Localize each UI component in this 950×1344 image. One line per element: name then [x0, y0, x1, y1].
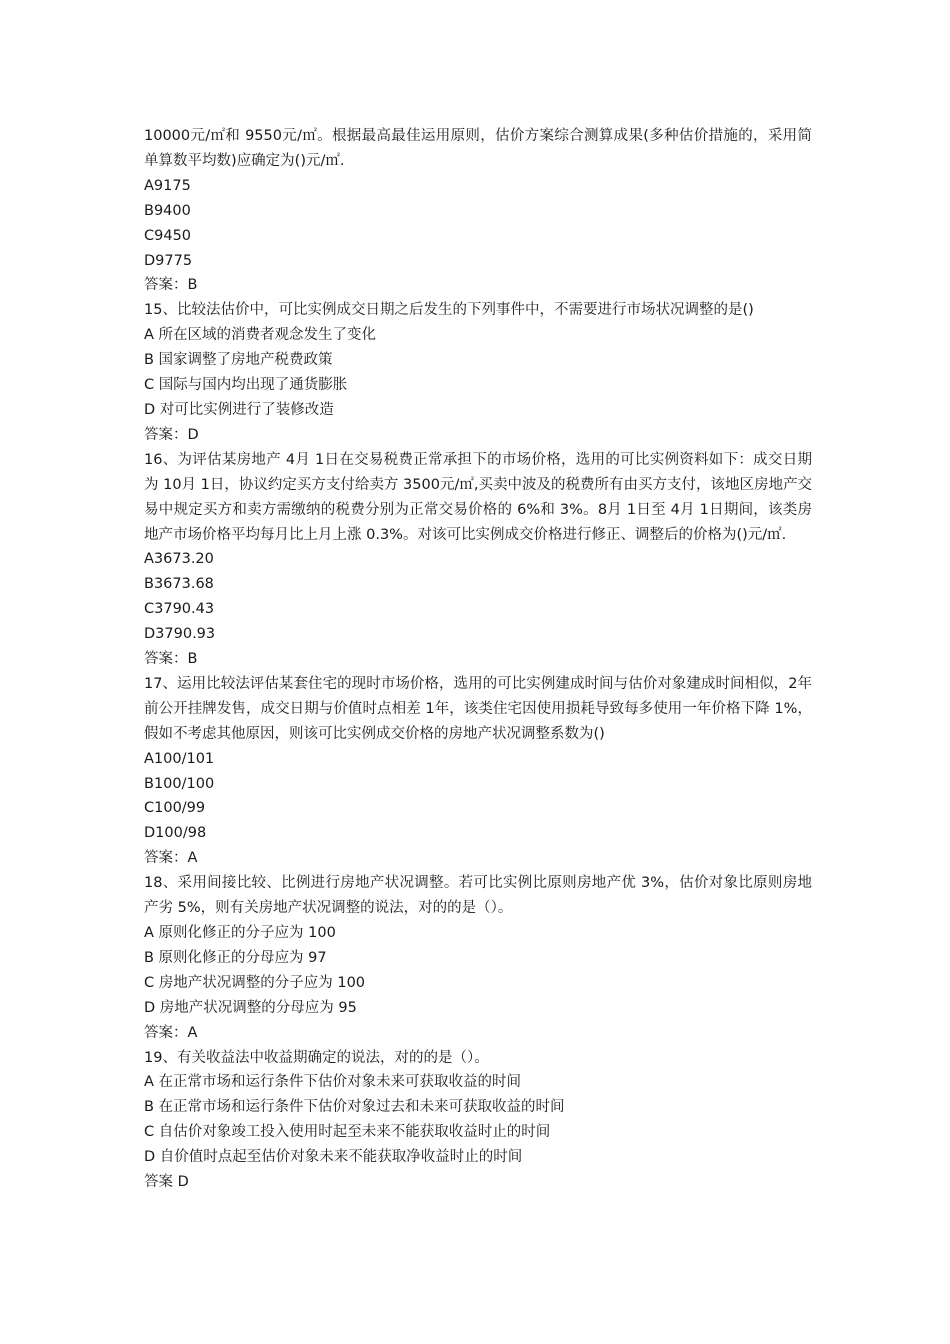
question-text: 17、运用比较法评估某套住宅的现时市场价格，选用的可比实例建成时间与估价对象建成时间相似，2年前公开挂牌发售，成交日期与价值时点相差 1年，该类住宅因使用损耗导致每多使用一年价格下降 1%，假如不考虑其他原因，则该可比实例成交价格的房地产状况调整系数为(): [144, 675, 812, 742]
option-a: A 在正常市场和运行条件下估价对象未来可获取收益的时间: [144, 1074, 522, 1091]
option-b: B 国家调整了房地产税费政策: [144, 352, 333, 369]
question-block-16: [144, 448, 812, 672]
option-c: C 自估价对象竣工投入使用时起至未来不能获取收益时止的时间: [144, 1124, 551, 1141]
question-text: 15、比较法估价中，可比实例成交日期之后发生的下列事件中，不需要进行市场状况调整的是(): [144, 302, 754, 319]
option-b: B100/100: [144, 775, 215, 792]
question-text: 18、采用间接比较、比例进行房地产状况调整。若可比实例比原则房地产优 3%，估价对象比原则房地产劣 5%，则有关房地产状况调整的说法，对的的是（）。: [144, 875, 812, 917]
option-d: D 自价值时点起至估价对象未来不能获取净收益时止的时间: [144, 1149, 523, 1166]
option-d: D 房地产状况调整的分母应为 95: [144, 999, 357, 1016]
option-a: A3673.20: [144, 551, 214, 568]
question-block-intro: [144, 124, 812, 298]
question-block-18: [144, 871, 812, 1045]
question-text: 10000元/㎡和 9550元/㎡。根据最高最佳运用原则，估价方案综合测算成果(多种估价措施的，采用简单算数平均数)应确定为()元/㎡.: [144, 128, 812, 169]
option-c: C3790.43: [144, 601, 215, 618]
answer-line: 答案：D: [144, 426, 199, 443]
question-text: 16、为评估某房地产 4月 1日在交易税费正常承担下的市场价格，选用的可比实例资料如下：成交日期为 10月 1日，协议约定买方支付给卖方 3500元/㎡,买卖中波及的税费所有由买方支付，该地区房地产交易中规定买方和卖方需缴纳的税费分别为正常交易价格的 6%和 3%。8月 1日至 4月 1日期间，该类房地产市场价格平均每月比上月上涨 0.3%。对该可比实例成交价格进行修正、调整后的价格为()元/㎡.: [144, 451, 812, 543]
answer-line: 答案：A: [144, 1024, 198, 1041]
option-d: D3790.93: [144, 626, 216, 643]
option-c: C 房地产状况调整的分子应为 100: [144, 974, 366, 991]
option-c: C100/99: [144, 800, 206, 817]
option-b: B9400: [144, 202, 191, 219]
option-a: A100/101: [144, 750, 215, 767]
answer-line: 答案：B: [144, 651, 198, 668]
option-a: A 原则化修正的分子应为 100: [144, 925, 336, 941]
option-c: C9450: [144, 227, 192, 244]
option-b: B3673.68: [144, 576, 214, 593]
option-b: B 原则化修正的分母应为 97: [144, 949, 327, 966]
question-text: 19、有关收益法中收益期确定的说法，对的的是（）。: [144, 1049, 489, 1066]
answer-line: 答案 D: [144, 1174, 189, 1191]
option-d: D 对可比实例进行了装修改造: [144, 401, 334, 418]
answer-line: 答案：B: [144, 277, 198, 294]
option-a: A9175: [144, 177, 191, 194]
question-block-15: [144, 298, 812, 447]
option-b: B 在正常市场和运行条件下估价对象过去和未来可获取收益的时间: [144, 1099, 565, 1116]
option-d: D9775: [144, 252, 193, 269]
question-block-19: [144, 1046, 812, 1195]
option-a: A 所在区域的消费者观念发生了变化: [144, 327, 377, 344]
answer-line: 答案：A: [144, 850, 198, 867]
option-c: C 国际与国内均出现了通货膨胀: [144, 377, 348, 394]
option-d: D100/98: [144, 825, 207, 842]
document-body: [144, 124, 812, 1195]
question-block-17: [144, 672, 812, 871]
